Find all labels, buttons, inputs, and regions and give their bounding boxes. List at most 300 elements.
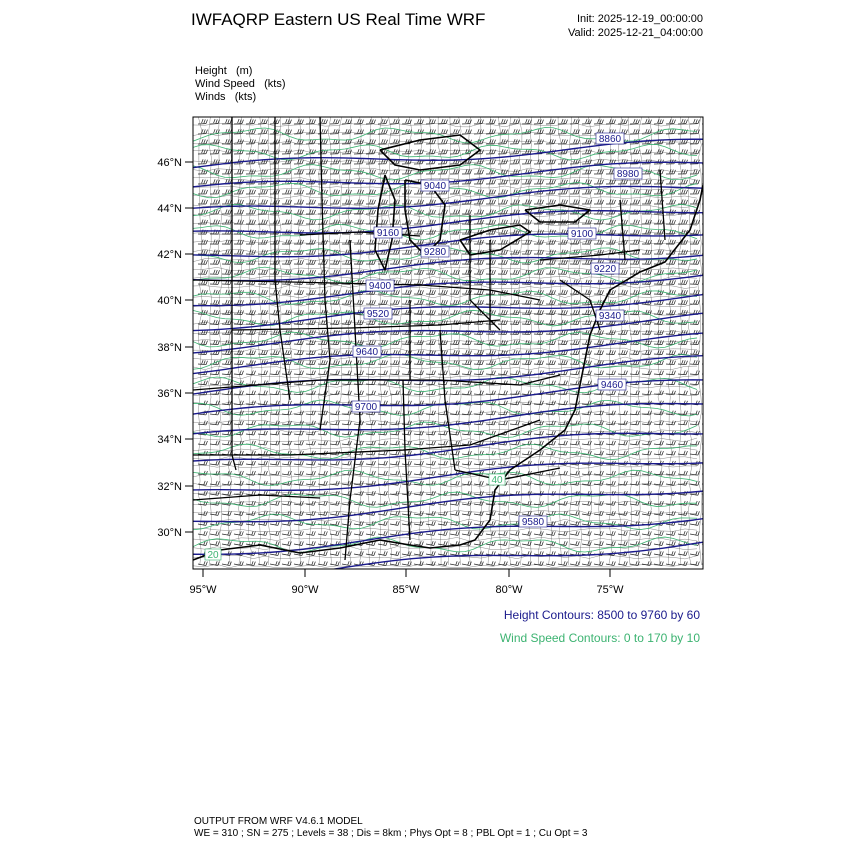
wind-barb [390,421,399,425]
wind-barb [462,209,471,214]
wind-barb [606,441,615,445]
lat-label: 32°N [157,481,182,493]
wind-barb [414,199,424,204]
wind-barb [210,310,219,315]
wind-barb [414,350,423,355]
wind-barb [390,491,399,495]
wind-barb [366,481,375,485]
wind-barb [570,511,579,515]
wind-barb [462,411,471,415]
wind-contour-label [205,549,221,561]
wind-barb [558,179,567,184]
wind-barb [426,149,435,154]
wind-barb [294,391,303,395]
wind-barb [654,270,663,275]
wind-barb [306,119,315,124]
wind-barb [678,350,687,355]
wind-barb [342,511,351,515]
wind-barb [210,340,219,345]
wind-barb [294,531,303,535]
wind-barb [558,521,567,525]
wind-barb [630,531,639,535]
wind-barb [558,139,567,144]
wind-barb [222,230,231,235]
wind-barb [330,360,339,365]
wind-barb [474,290,483,295]
wind-barb [462,521,471,525]
wind-barb [294,541,303,545]
wind-barb [390,340,399,345]
wind-barb [222,391,231,395]
wind-barb [294,199,304,204]
wind-barb [522,260,531,265]
wind-barb [222,541,231,545]
wind-barb [666,149,675,154]
wind-barb [210,260,219,265]
wind-barb [282,119,291,124]
wind-barb [450,189,459,194]
wind-barb [510,541,519,545]
wind-barb [210,270,219,275]
wind-barb [210,149,219,154]
wind-barb [390,441,399,445]
wind-barb [306,431,315,435]
wind-barb [330,350,339,355]
wind-barb [594,199,604,204]
wind-barb [330,501,339,505]
wind-barb [222,461,231,465]
wind-barb [318,290,327,295]
wind-barb [654,441,663,445]
wind-barb [354,491,363,495]
wind-barb [366,380,375,384]
wind-barb [330,189,339,194]
wind-barb [558,119,567,124]
wind-barb [486,461,495,465]
wind-barb [306,531,315,535]
wind-barb [474,240,483,245]
wind-barb [594,471,603,475]
wind-barb [306,209,315,214]
wind-barb [258,421,267,425]
wind-barb [282,531,291,535]
wind-barb [498,411,507,415]
wind-barb [234,320,243,325]
wind-barb [402,561,411,565]
wind-barb [546,421,555,425]
wind-barb [534,360,543,365]
wind-barb [642,391,651,395]
wind-barb [570,260,579,265]
wind-barb [522,370,531,374]
wind-barb [342,561,351,565]
wind-barb [690,290,699,295]
wind-barb [198,441,207,445]
county-line [518,117,522,565]
wind-barb [234,300,243,305]
wind-barb [630,310,639,315]
wind-barb [390,561,399,565]
wind-barb [606,421,615,425]
wind-barb [582,219,591,224]
wind-barb [690,119,699,124]
wind-barb [198,179,207,184]
wind-barb [450,451,459,455]
wind-barb [498,199,508,204]
wind-barb [426,119,435,124]
wind-barb [690,230,699,235]
wind-barb [366,461,375,465]
wind-barb [402,551,411,555]
county-line [698,117,702,565]
wind-barb [618,421,627,425]
wind-barb [534,551,543,555]
wind-barb [630,501,639,505]
wind-barb [222,149,231,154]
wind-barb [570,199,580,204]
wind-barb [342,391,351,395]
lon-label: 75°W [596,584,624,596]
wind-barb [522,310,531,315]
wind-barb [522,119,531,124]
wind-barb [318,370,327,374]
field-height-label: Height (m) [195,65,253,77]
wind-barb [270,350,279,355]
wind-barb [378,340,387,345]
wind-barb [222,250,231,255]
wind-barb [366,370,375,374]
wind-barb [546,431,555,435]
wind-barb [282,471,291,475]
wind-barb [222,310,231,315]
wind-barb [642,119,651,124]
height-contour-label [568,228,596,240]
wind-barb [330,240,339,245]
wind-barb [654,179,663,184]
wind-barb [630,350,639,355]
wind-barb [690,391,699,395]
wind-barb [306,491,315,495]
wind-barb [222,189,231,194]
wind-barb [402,149,411,154]
wind-barb [210,179,219,184]
wind-barb [594,421,603,425]
wind-barb [354,199,364,204]
wind-barb [474,461,483,465]
wind-barb [390,521,399,525]
wind-barb [210,541,219,545]
wind-barb [474,391,483,395]
wind-barb [342,189,351,194]
wind-barb [414,300,423,305]
wind-barb [618,541,627,545]
wind-barb [486,219,495,224]
wind-barb [330,521,339,525]
wind-barb [582,260,591,265]
valid-time: Valid: 2025-12-21_04:00:00 [568,27,703,39]
wind-barb [282,541,291,545]
wind-barb [222,219,231,224]
model-info-line2: WE = 310 ; SN = 275 ; Levels = 38 ; Dis = 8km ; Phys Opt = 8 ; PBL Opt = 1 ; Cu Opt = 3 [194,828,588,839]
wind-barb [222,481,231,485]
wind-barb [234,250,243,255]
wind-barb [606,391,615,395]
wind-barb [294,209,303,214]
wind-barb [642,411,651,415]
wind-barb [198,240,207,245]
wind-barb [594,290,603,295]
wind-barb [666,421,675,425]
wind-barb [690,551,699,555]
wind-barb [570,521,579,525]
wind-barb [594,391,603,395]
wind-barb [570,189,579,194]
wind-barb [378,541,387,545]
wind-barb [354,219,363,224]
wind-barb [306,461,315,465]
wind-barb [666,531,675,535]
wind-barb [210,320,219,325]
wind-barb [594,350,603,355]
wind-barb [342,219,351,224]
wind-barb [450,169,459,174]
wind-barb [366,139,375,144]
lat-label: 42°N [157,249,182,261]
wind-barb [522,391,531,395]
wind-barb [474,411,483,415]
wind-barb [666,360,675,365]
wind-barb [258,431,267,435]
wind-barb [198,230,207,235]
wind-barb [210,471,219,475]
wind-barb [666,280,675,285]
wind-barb [522,531,531,535]
wind-barb [318,169,327,174]
wind-barb [678,360,687,365]
wind-barb [510,270,519,275]
wind-barb [534,119,543,124]
wind-barb [570,129,579,134]
wind-barb [618,481,627,485]
wind-barb [582,189,591,194]
wind-barb [426,350,435,355]
wind-barb [210,441,219,445]
lon-label: 90°W [291,584,319,596]
wind-barb [558,169,567,174]
wind-barb [690,531,699,535]
wind-barb [306,260,315,265]
wind-barb [642,129,651,134]
wind-barb [438,471,447,475]
wind-barb [498,461,507,465]
wind-barb [270,561,279,565]
wind-barb [486,391,495,395]
wind-barb [498,129,507,134]
wind-barb [510,370,519,374]
wind-barb [498,310,507,315]
wind-barb [546,260,555,265]
wind-barb [618,270,627,275]
wind-barb [654,471,663,475]
wind-barb [534,300,543,305]
wind-barb [306,270,315,275]
wind-barb [222,300,231,305]
wind-barb [246,209,255,214]
wind-barb [318,441,327,445]
wind-barb [474,521,483,525]
wind-barb [426,521,435,525]
wind-barb [690,149,699,154]
wind-barb [198,561,207,565]
wind-barb [270,471,279,475]
wind-barb [522,561,531,565]
wind-barb [594,451,603,455]
wind-barb [354,521,363,525]
height-contour-label [596,133,624,145]
wind-barb [642,481,651,485]
wind-barb [306,441,315,445]
wind-barb [246,199,255,204]
wind-barb [546,561,555,565]
wind-barb [414,521,423,525]
wind-barb [654,411,663,415]
wind-barb [270,391,279,395]
wind-barb [234,189,243,194]
wind-barb [630,260,639,265]
wind-barb [282,431,291,435]
wind-barb [426,209,435,214]
wind-barb [462,119,471,124]
wind-barb [246,431,255,435]
wind-barb [486,189,495,194]
wind-barb [570,561,579,565]
wind-barb [246,391,255,395]
wind-barb [690,411,699,415]
wind-barb [474,119,483,124]
wind-barb [426,541,435,545]
wind-barb [414,471,423,475]
wind-barb [666,260,675,265]
wind-barb [342,521,351,525]
wind-barb [402,461,411,465]
wind-barb [354,370,363,374]
wind-contour-note: Wind Speed Contours: 0 to 170 by 10 [499,631,700,645]
wind-barb [666,551,675,555]
wind-barb [498,370,507,374]
wind-barb [474,491,483,495]
wind-barb [342,431,351,435]
wind-barb [678,561,687,565]
wind-barb [486,119,495,124]
wind-barb [222,471,231,475]
lon-label: 85°W [392,584,420,596]
wind-barb [570,320,579,325]
wind-barb [438,340,447,345]
wind-barb [474,340,483,345]
wind-barb [438,511,447,515]
wind-barb [522,139,531,144]
wind-barb [210,531,219,535]
wind-barb [294,561,303,565]
wind-barb [246,511,255,515]
wind-barb [510,360,519,365]
county-line [578,117,582,565]
wind-barb [318,360,327,365]
county-line [193,195,697,199]
wind-barb [690,471,699,475]
wind-barb [510,310,519,315]
wind-barb [546,129,555,134]
wind-barb [582,380,591,384]
wind-barb [210,330,219,335]
wind-barb [642,159,651,164]
wind-barb [210,119,219,124]
wind-barb [690,250,699,255]
wind-barb [342,551,351,555]
wind-barb [402,431,411,435]
wind-barb [666,300,675,305]
wind-barb [234,330,243,335]
wind-barb [450,481,459,485]
wind-barb [630,290,639,295]
wind-barb [330,431,339,435]
wind-barb [438,531,447,535]
wind-barb [246,491,255,495]
wind-barb [534,531,543,535]
wind-barb [318,461,327,465]
wind-barb [366,501,375,505]
wind-barb [630,330,639,335]
wind-barb [258,240,267,245]
wind-barb [618,119,627,124]
wind-barb [462,391,471,395]
wind-barb [498,270,507,275]
wind-barb [690,179,699,184]
wind-barb [342,441,351,445]
wind-barb [450,511,459,515]
state-boundary [193,420,540,455]
wind-barb [258,129,267,134]
wind-barb [366,159,375,164]
height-contour-label [596,310,624,322]
wind-barb [210,561,219,565]
wind-barb [678,290,687,295]
wind-barb [582,531,591,535]
wind-barb [522,270,531,275]
wind-barb [510,159,519,164]
wind-barb [594,340,603,345]
wind-barb [354,119,363,124]
wind-barb [282,401,291,405]
wind-barb [606,199,616,204]
wind-barb [246,360,255,365]
wind-barb [414,129,423,134]
wind-barb [546,531,555,535]
wind-barb [462,461,471,465]
wind-barb [558,561,567,565]
wind-barb [486,370,495,374]
wind-barb [270,370,279,374]
wind-barb [270,461,279,465]
wind-barb [294,431,303,435]
wind-barb [690,370,699,374]
wind-barb [318,139,327,144]
wind-barb [546,179,555,184]
wind-barb [630,119,639,124]
wind-barb [546,471,555,475]
wind-barb [306,169,315,174]
wind-barb [438,561,447,565]
